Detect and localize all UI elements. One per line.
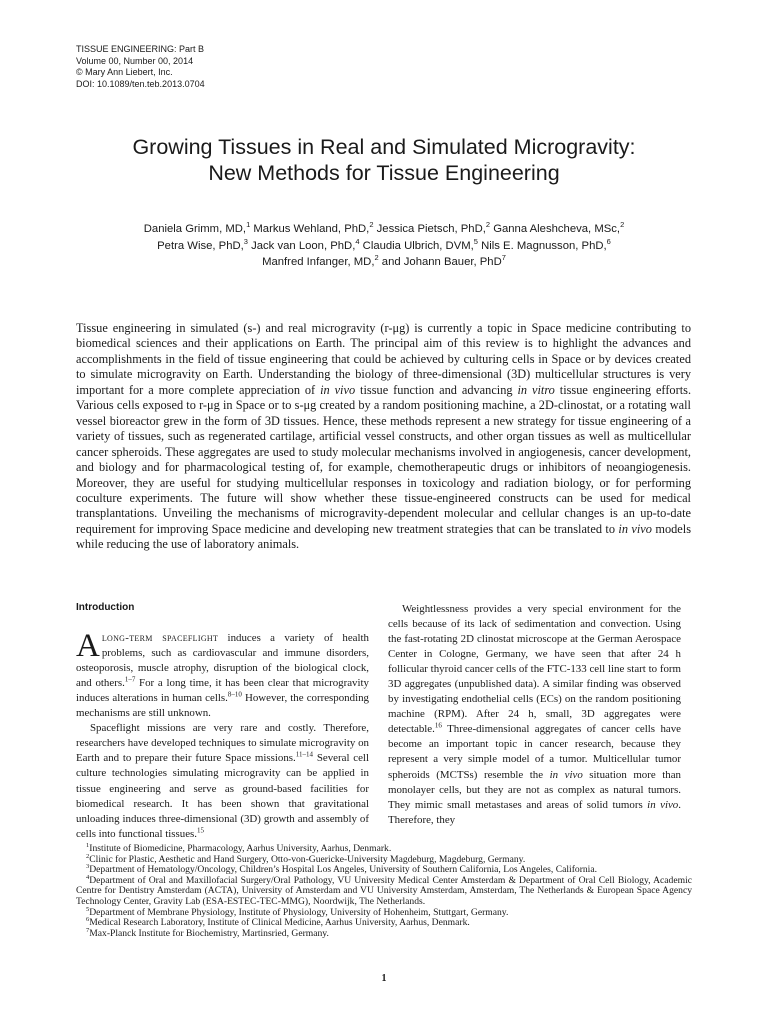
- footnote: $^1$Institute of Biomedicine, Pharmacology, Aarhus University, Aarhus, Denmark.: [86, 841, 392, 854]
- paragraph: Along-term spaceflight induces a variety of health problems, such as cardiovascular and immune disorders, osteoporosis, muscle atrophy, disruption of the biological clock, and others.$^{1-7}$ For a long time, it has been clear that microgravity induces alterations in human cells.$^{8-10}$ However, the corresponding mechanisms are still unknown.: [76, 628, 369, 720]
- author: Daniela Grimm, MD,$^1$: [143, 220, 251, 235]
- footnote: $^5$Department of Membrane Physiology, Institute of Physiology, University of Hohenheim, Stuttgart, Germany.: [86, 905, 509, 918]
- footnote: $^3$Department of Hematology/Oncology, Children’s Hospital Los Angeles, University of Southern California, Los Angeles, California.: [86, 863, 598, 876]
- page-number: 1: [381, 973, 387, 984]
- footnote: $^6$Medical Research Laboratory, Institute of Clinical Medicine, Aarhus University, Aarhus, Denmark.: [86, 915, 470, 929]
- title-line-1: Growing Tissues in Real and Simulated Microgravity:: [132, 135, 636, 159]
- author-list: [60, 221, 708, 271]
- journal-header: [76, 44, 205, 90]
- journal-volume: Volume 00, Number 00, 2014: [76, 55, 194, 66]
- journal-copyright: © Mary Ann Liebert, Inc.: [76, 67, 173, 77]
- paragraph: Spaceflight missions are very rare and costly. Therefore, researchers have developed techniques to simulate microgravity on Earth and to prepare their future Space missions.$^{11-14}$ Several cell culture technologies simulating microgravity can be applied in tissue engineering and serve as ground-based facilities for biomedical research. It has been shown that gravitational unloading induces three-dimensional (3D) growth and assembly of cells into functional tissues.$^{15}$: [76, 722, 369, 840]
- left-column: [76, 600, 369, 842]
- footnote: $^7$Max-Planck Institute for Biochemistry, Martinsried, Germany.: [86, 926, 329, 939]
- author: and Johann Bauer, PhD$^7$: [381, 253, 506, 268]
- title-line-2: New Methods for Tissue Engineering: [208, 161, 560, 185]
- author: Ganna Aleshcheva, MSc,$^2$: [493, 220, 625, 235]
- author: Markus Wehland, PhD,$^2$: [253, 220, 374, 235]
- author: Claudia Ulbrich, DVM,$^5$: [362, 236, 478, 252]
- paragraph: Weightlessness provides a very special environment for the cells because of its lack of sedimentation and convection. Using the fast-rotating 2D clinostat microscope at the German Aerospace Center in Cologne, Germany, we have seen that after 24 h follicular thyroid cancer cells of the FTC-133 cell line start to form 3D aggregates (unpublished data). A similar finding was observed by investigating endothelial cells (ECs) on the random positioning machine (RPM). After 24 h, small, 3D aggregates were detectable.$^{16}$ Three-dimensional aggregates of cancer cells have become an important topic in cancer research, because they represent a very simple model of a tumor. Multicellular tumor spheroids (MCTSs) resemble the in vivo situation more than monolayer cells, but they are not as complex as natural tumors. They mimic small metastases and areas of solid tumors in vivo. Therefore, they: [388, 603, 681, 826]
- abstract: Tissue engineering in simulated (s-) and real microgravity (r-μg) is currently a topic in Space medicine contributing to biomedical sciences and their applications on Earth. The principal aim of this review is to highlight the advances and accomplishments in the field of tissue engineering that could be achieved by culturing cells in Space or by devices created to simulate microgravity on Earth. Understanding the biology of three-dimensional (3D) multicellular structures is very important for a more complete appreciation of in vivo tissue function and advancing in vitro tissue engineering efforts. Various cells exposed to r-μg in Space or to s-μg created by a random positioning machine, a 2D-clinostat, or a rotating wall vessel bioreactor grew in the form of 3D tissues. Hence, these methods represent a new strategy for tissue engineering of a variety of tissues, such as regenerated cartilage, artificial vessel constructs, and other organ tissues as well as multicellular cancer spheroids. These aggregates are used to study molecular mechanisms involved in angiogenesis, cancer development, and biology and for pharmacological testing of, for example, chemotherapeutic drugs or inhibitors of neoangiogenesis. Moreover, they are useful for studying multicellular responses in toxicology and radiation biology, or for performing coculture experiments. The future will show whether these tissue-engineered constructs can be used for medical transplantations. Unveiling the mechanisms of microgravity-dependent molecular and cellular changes is an up-to-date requirement for improving Space medicine and developing new treatment strategies that can be translated to in vivo models while reducing the use of laboratory animals.: [76, 321, 692, 552]
- affiliation-footnotes: [76, 841, 692, 939]
- section-heading: Introduction: [76, 602, 135, 613]
- author: Jack van Loon, PhD,$^4$: [251, 236, 360, 252]
- author: Petra Wise, PhD,$^3$: [157, 236, 248, 252]
- journal-doi: DOI: 10.1089/ten.teb.2013.0704: [76, 78, 205, 89]
- drop-cap: A: [76, 628, 100, 665]
- footnote: $^4$Department of Oral and Maxillofacial Surgery/Oral Pathology, VU University Medical Center Amsterdam & Department of Oral Cell Biology, Academic Centre for Dentistry Amsterdam (ACTA), University of Amsterdam and VU University Amsterdam, Amsterdam, The Netherlands & European Space Agency Technology Center, Gravity Lab (ESA-ESTEC-TEC-MMG), Noordwijk, The Netherlands.: [76, 873, 692, 907]
- author: Nils E. Magnusson, PhD,$^6$: [481, 236, 611, 252]
- author: Manfred Infanger, MD,$^2$: [262, 253, 379, 268]
- footnote: $^2$Clinic for Plastic, Aesthetic and Hand Surgery, Otto-von-Guericke-University Magdeburg, Magdeburg, Germany.: [86, 852, 526, 865]
- right-column: [388, 602, 681, 828]
- journal-name: TISSUE ENGINEERING: Part B: [76, 44, 205, 54]
- author: Jessica Pietsch, PhD,$^2$: [376, 220, 491, 235]
- article-title: [60, 134, 708, 186]
